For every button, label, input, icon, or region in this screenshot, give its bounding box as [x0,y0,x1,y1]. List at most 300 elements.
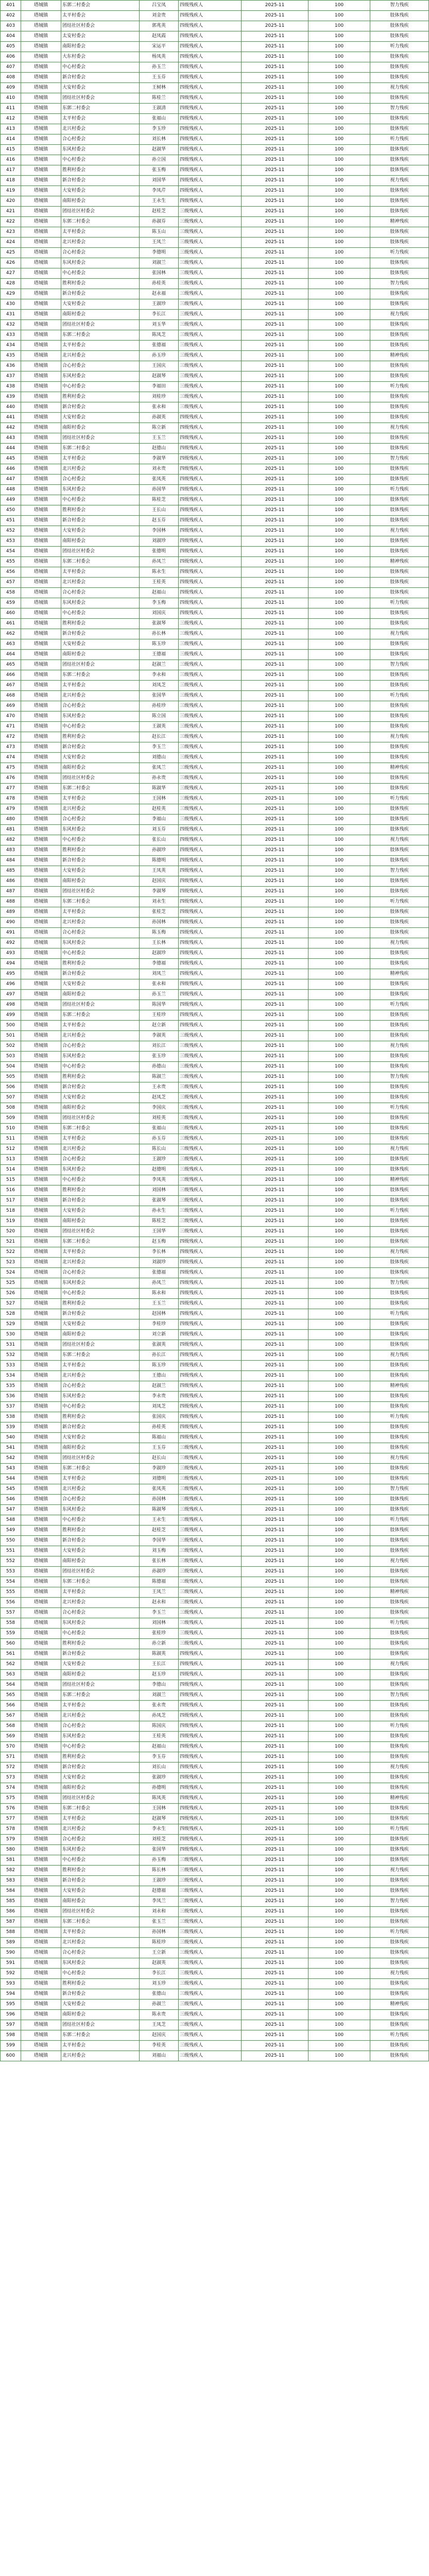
category-cell: 视力残疾 [370,1556,429,1567]
table-row [1,114,429,124]
subsidy-type-cell: 四级残疾人 [179,1258,242,1268]
table-row [1,289,429,299]
month-cell: 2025-11 [242,165,308,176]
name-cell: 陈淑英 [140,1649,179,1659]
row-number-cell: 435 [1,351,21,361]
village-cell: 东郭二村委会 [61,1577,140,1587]
village-cell: 东风村委会 [61,825,140,835]
town-cell: 塔城镇 [21,31,61,42]
subsidy-type-cell: 四级残疾人 [179,1732,242,1742]
row-number-cell: 504 [1,1062,21,1072]
table-row [1,1886,429,1896]
name-cell: 刘玉芬 [140,825,179,835]
month-cell: 2025-11 [242,1175,308,1185]
village-cell: 南阳村委会 [61,1670,140,1680]
subsidy-type-cell: 三级残疾人 [179,691,242,701]
category-cell: 肢体残疾 [370,578,429,588]
row-number-cell: 571 [1,1752,21,1762]
category-cell: 肢体残疾 [370,990,429,1000]
amount-cell: 100 [308,145,370,155]
month-cell: 2025-11 [242,1371,308,1381]
month-cell: 2025-11 [242,392,308,402]
amount-cell: 100 [308,464,370,474]
row-number-cell: 555 [1,1587,21,1598]
row-number-cell: 591 [1,1958,21,1969]
month-cell: 2025-11 [242,567,308,578]
village-cell: 新合村委会 [61,742,140,753]
subsidy-type-cell: 四级残疾人 [179,1824,242,1835]
row-number-cell: 574 [1,1783,21,1793]
table-row [1,784,429,794]
subsidy-type-cell: 四级残疾人 [179,1680,242,1690]
name-cell: 赵国庆 [140,876,179,887]
village-cell: 大安村委会 [61,753,140,763]
town-cell: 塔城镇 [21,948,61,959]
town-cell: 塔城镇 [21,1340,61,1350]
subsidy-type-cell: 三级残疾人 [179,361,242,371]
amount-cell: 100 [308,1835,370,1845]
month-cell: 2025-11 [242,948,308,959]
subsidy-type-cell: 四级残疾人 [179,1659,242,1670]
amount-cell: 100 [308,650,370,660]
village-cell: 南阳村委会 [61,536,140,547]
village-cell: 北兴村委会 [61,578,140,588]
village-cell: 太平村委会 [61,1474,140,1484]
subsidy-type-cell: 四级残疾人 [179,21,242,31]
village-cell: 中心村委会 [61,495,140,505]
village-cell: 胜利村委会 [61,1866,140,1876]
name-cell: 李长江 [140,1969,179,1979]
category-cell: 肢体残疾 [370,1289,429,1299]
amount-cell: 100 [308,1649,370,1659]
category-cell: 肢体残疾 [370,681,429,691]
town-cell: 塔城镇 [21,1175,61,1185]
month-cell: 2025-11 [242,845,308,856]
subsidy-type-cell: 三级残疾人 [179,1639,242,1649]
amount-cell: 100 [308,21,370,31]
table-row [1,186,429,196]
amount-cell: 100 [308,495,370,505]
row-number-cell: 515 [1,1175,21,1185]
table-row [1,773,429,784]
category-cell: 听力残疾 [370,42,429,52]
row-number-cell: 409 [1,83,21,93]
village-cell: 团结社区村委会 [61,887,140,897]
row-number-cell: 587 [1,1917,21,1927]
table-row [1,1711,429,1721]
subsidy-type-cell: 四级残疾人 [179,876,242,887]
month-cell: 2025-11 [242,505,308,516]
amount-cell: 100 [308,845,370,856]
month-cell: 2025-11 [242,979,308,990]
row-number-cell: 589 [1,1938,21,1948]
row-number-cell: 526 [1,1289,21,1299]
name-cell: 孙永生 [140,1206,179,1216]
town-cell: 塔城镇 [21,217,61,227]
name-cell: 张国林 [140,268,179,279]
name-cell: 孙永贵 [140,773,179,784]
subsidy-type-cell: 三级残疾人 [179,1958,242,1969]
category-cell: 肢体残疾 [370,1258,429,1268]
amount-cell: 100 [308,279,370,289]
row-number-cell: 532 [1,1350,21,1361]
name-cell: 孙凤兰 [140,1278,179,1289]
category-cell: 听力残疾 [370,1309,429,1319]
town-cell: 塔城镇 [21,1814,61,1824]
name-cell: 陈德福 [140,1577,179,1587]
row-number-cell: 497 [1,990,21,1000]
month-cell: 2025-11 [242,1330,308,1340]
subsidy-type-cell: 三级残疾人 [179,1453,242,1464]
town-cell: 塔城镇 [21,1835,61,1845]
town-cell: 塔城镇 [21,124,61,134]
category-cell: 肢体残疾 [370,1948,429,1958]
amount-cell: 100 [308,794,370,804]
name-cell: 王长山 [140,505,179,516]
subsidy-type-cell: 三级残疾人 [179,1917,242,1927]
town-cell: 塔城镇 [21,1752,61,1762]
category-cell: 视力残疾 [370,938,429,948]
table-row [1,1433,429,1443]
amount-cell: 100 [308,1247,370,1258]
category-cell: 智力残疾 [370,1484,429,1495]
month-cell: 2025-11 [242,1278,308,1289]
name-cell: 吕宝凤 [140,1,179,11]
category-cell: 智力残疾 [370,1072,429,1082]
name-cell: 李凤英 [140,1175,179,1185]
town-cell: 塔城镇 [21,413,61,423]
amount-cell: 100 [308,73,370,83]
month-cell: 2025-11 [242,1659,308,1670]
category-cell: 肢体残疾 [370,876,429,887]
village-cell: 合心村委会 [61,815,140,825]
category-cell: 肢体残疾 [370,1608,429,1618]
village-cell: 胜利村委会 [61,1412,140,1422]
village-cell: 东风村委会 [61,1392,140,1402]
name-cell: 王桂英 [140,1732,179,1742]
table-row [1,1835,429,1845]
row-number-cell: 537 [1,1402,21,1412]
amount-cell: 100 [308,258,370,268]
name-cell: 刘福山 [140,2051,179,2061]
month-cell: 2025-11 [242,2041,308,2051]
name-cell: 李淑珍 [140,1464,179,1474]
subsidy-type-cell: 三级残疾人 [179,1526,242,1536]
name-cell: 李玉兰 [140,1608,179,1618]
town-cell: 塔城镇 [21,454,61,464]
table-row [1,804,429,815]
category-cell: 视力残疾 [370,1144,429,1155]
village-cell: 东风村委会 [61,598,140,608]
category-cell: 精神残疾 [370,557,429,567]
village-cell: 北兴村委会 [61,1484,140,1495]
name-cell: 刘长江 [140,1041,179,1052]
month-cell: 2025-11 [242,1000,308,1010]
amount-cell: 100 [308,1556,370,1567]
month-cell: 2025-11 [242,1824,308,1835]
village-cell: 合心村委会 [61,1381,140,1392]
month-cell: 2025-11 [242,134,308,145]
month-cell: 2025-11 [242,1958,308,1969]
month-cell: 2025-11 [242,1732,308,1742]
village-cell: 东风村委会 [61,1845,140,1855]
month-cell: 2025-11 [242,485,308,495]
amount-cell: 100 [308,1866,370,1876]
town-cell: 塔城镇 [21,1526,61,1536]
category-cell: 肢体残疾 [370,31,429,42]
table-row [1,1185,429,1196]
name-cell: 张永和 [140,402,179,413]
subsidy-type-cell: 三级残疾人 [179,1134,242,1144]
village-cell: 合心村委会 [61,1948,140,1958]
subsidy-type-cell: 三级残疾人 [179,1515,242,1526]
row-number-cell: 447 [1,474,21,485]
table-row [1,1443,429,1453]
subsidy-type-cell: 四级残疾人 [179,1814,242,1824]
subsidy-type-cell: 四级残疾人 [179,1773,242,1783]
subsidy-type-cell: 四级残疾人 [179,1319,242,1330]
table-row [1,1814,429,1824]
month-cell: 2025-11 [242,1361,308,1371]
row-number-cell: 429 [1,289,21,299]
subsidy-type-cell: 四级残疾人 [179,1804,242,1814]
village-cell: 胜利村委会 [61,1526,140,1536]
town-cell: 塔城镇 [21,1649,61,1659]
row-number-cell: 522 [1,1247,21,1258]
month-cell: 2025-11 [242,464,308,474]
category-cell: 肢体残疾 [370,474,429,485]
table-row [1,196,429,207]
category-cell: 智力残疾 [370,279,429,289]
row-number-cell: 407 [1,62,21,73]
month-cell: 2025-11 [242,1948,308,1958]
village-cell: 团结社区村委会 [61,433,140,444]
category-cell: 肢体残疾 [370,619,429,629]
name-cell: 李国庆 [140,1103,179,1113]
table-row [1,1938,429,1948]
village-cell: 东风村委会 [61,711,140,722]
category-cell: 肢体残疾 [370,1216,429,1227]
subsidy-type-cell: 三级残疾人 [179,299,242,310]
table-row [1,619,429,629]
subsidy-type-cell: 三级残疾人 [179,773,242,784]
category-cell: 肢体残疾 [370,371,429,382]
category-cell: 肢体残疾 [370,320,429,330]
village-cell: 新合村委会 [61,1082,140,1093]
month-cell: 2025-11 [242,650,308,660]
name-cell: 刘永贵 [140,464,179,474]
table-row [1,1289,429,1299]
name-cell: 杨凤英 [140,52,179,62]
category-cell: 精神残疾 [370,1587,429,1598]
category-cell: 肢体残疾 [370,650,429,660]
table-row [1,1144,429,1155]
subsidy-type-cell: 四级残疾人 [179,1340,242,1350]
name-cell: 刘国林 [140,1618,179,1629]
town-cell: 塔城镇 [21,1422,61,1433]
name-cell: 王玉兰 [140,1299,179,1309]
name-cell: 张玉珍 [140,1052,179,1062]
name-cell: 陈桂珍 [140,1938,179,1948]
category-cell: 听力残疾 [370,2030,429,2041]
name-cell: 赵德明 [140,1165,179,1175]
row-number-cell: 546 [1,1495,21,1505]
amount-cell: 100 [308,1422,370,1433]
village-cell: 胜利村委会 [61,165,140,176]
name-cell: 刘长山 [140,1762,179,1773]
category-cell: 肢体残疾 [370,1155,429,1165]
town-cell: 塔城镇 [21,1072,61,1082]
subsidy-type-cell: 四级残疾人 [179,505,242,516]
category-cell: 肢体残疾 [370,804,429,815]
amount-cell: 100 [308,341,370,351]
town-cell: 塔城镇 [21,351,61,361]
row-number-cell: 476 [1,773,21,784]
name-cell: 孙长林 [140,629,179,639]
village-cell: 合心村委会 [61,1608,140,1618]
name-cell: 李长林 [140,1247,179,1258]
amount-cell: 100 [308,969,370,979]
village-cell: 东风村委会 [61,1618,140,1629]
village-cell: 中心村委会 [61,268,140,279]
row-number-cell: 411 [1,104,21,114]
name-cell: 赵淑华 [140,145,179,155]
row-number-cell: 561 [1,1649,21,1659]
table-row [1,639,429,650]
table-row [1,866,429,876]
village-cell: 南阳村委会 [61,763,140,773]
table-row [1,1732,429,1742]
town-cell: 塔城镇 [21,1979,61,1989]
row-number-cell: 573 [1,1773,21,1783]
village-cell: 东郭二村委会 [61,104,140,114]
town-cell: 塔城镇 [21,1989,61,1999]
village-cell: 东风村委会 [61,1052,140,1062]
month-cell: 2025-11 [242,145,308,155]
name-cell: 张永和 [140,979,179,990]
town-cell: 塔城镇 [21,1587,61,1598]
name-cell: 张长山 [140,835,179,845]
village-cell: 团结社区村委会 [61,1453,140,1464]
row-number-cell: 493 [1,948,21,959]
subsidy-type-cell: 四级残疾人 [179,907,242,918]
subsidy-type-cell: 四级残疾人 [179,1000,242,1010]
table-row [1,1082,429,1093]
month-cell: 2025-11 [242,1876,308,1886]
amount-cell: 100 [308,1752,370,1762]
town-cell: 塔城镇 [21,526,61,536]
month-cell: 2025-11 [242,1701,308,1711]
category-cell: 听力残疾 [370,1618,429,1629]
table-row [1,155,429,165]
village-cell: 合心村委会 [61,361,140,371]
table-row [1,1278,429,1289]
name-cell: 赵桂芝 [140,1526,179,1536]
category-cell: 肢体残疾 [370,1907,429,1917]
village-cell: 太平村委会 [61,1134,140,1144]
row-number-cell: 439 [1,392,21,402]
subsidy-type-cell: 三级残疾人 [179,1144,242,1155]
name-cell: 孙凤芝 [140,1711,179,1721]
table-row [1,1422,429,1433]
amount-cell: 100 [308,196,370,207]
town-cell: 塔城镇 [21,1876,61,1886]
name-cell: 刘桂珍 [140,392,179,402]
name-cell: 刘金贵 [140,11,179,21]
category-cell: 肢体残疾 [370,1526,429,1536]
village-cell: 新合村委会 [61,1422,140,1433]
subsidy-type-cell: 四级残疾人 [179,608,242,619]
name-cell: 李凤兰 [140,1896,179,1907]
category-cell: 肢体残疾 [370,1268,429,1278]
row-number-cell: 403 [1,21,21,31]
town-cell: 塔城镇 [21,1855,61,1866]
amount-cell: 100 [308,11,370,21]
amount-cell: 100 [308,660,370,670]
month-cell: 2025-11 [242,660,308,670]
village-cell: 中心村委会 [61,1289,140,1299]
name-cell: 张国华 [140,691,179,701]
table-row [1,1752,429,1762]
row-number-cell: 578 [1,1824,21,1835]
month-cell: 2025-11 [242,907,308,918]
category-cell: 视力残疾 [370,629,429,639]
subsidy-type-cell: 三级残疾人 [179,371,242,382]
town-cell: 塔城镇 [21,62,61,73]
subsidy-type-cell: 三级残疾人 [179,1082,242,1093]
village-cell: 南阳村委会 [61,2010,140,2020]
table-row [1,2041,429,2051]
row-number-cell: 481 [1,825,21,835]
town-cell: 塔城镇 [21,104,61,114]
town-cell: 塔城镇 [21,856,61,866]
town-cell: 塔城镇 [21,1268,61,1278]
row-number-cell: 449 [1,495,21,505]
village-cell: 合心村委会 [61,588,140,598]
amount-cell: 100 [308,1999,370,2010]
town-cell: 塔城镇 [21,681,61,691]
category-cell: 视力残疾 [370,526,429,536]
category-cell: 肢体残疾 [370,1474,429,1484]
name-cell: 李玉珍 [140,124,179,134]
table-row [1,1330,429,1340]
row-number-cell: 442 [1,423,21,433]
town-cell: 塔城镇 [21,1608,61,1618]
subsidy-type-cell: 三级残疾人 [179,1855,242,1866]
month-cell: 2025-11 [242,1845,308,1855]
table-row [1,876,429,887]
subsidy-type-cell: 三级残疾人 [179,1103,242,1113]
amount-cell: 100 [308,1278,370,1289]
subsidy-type-cell: 三级残疾人 [179,1165,242,1175]
month-cell: 2025-11 [242,866,308,876]
village-cell: 太平村委会 [61,114,140,124]
village-cell: 大安村委会 [61,1093,140,1103]
month-cell: 2025-11 [242,1629,308,1639]
town-cell: 塔城镇 [21,1732,61,1742]
village-cell: 新合村委会 [61,969,140,979]
village-cell: 胜利村委会 [61,1639,140,1649]
amount-cell: 100 [308,1350,370,1361]
amount-cell: 100 [308,608,370,619]
town-cell: 塔城镇 [21,392,61,402]
amount-cell: 100 [308,1979,370,1989]
table-row [1,2030,429,2041]
table-row [1,248,429,258]
month-cell: 2025-11 [242,21,308,31]
amount-cell: 100 [308,1536,370,1546]
village-cell: 团结社区村委会 [61,1340,140,1350]
